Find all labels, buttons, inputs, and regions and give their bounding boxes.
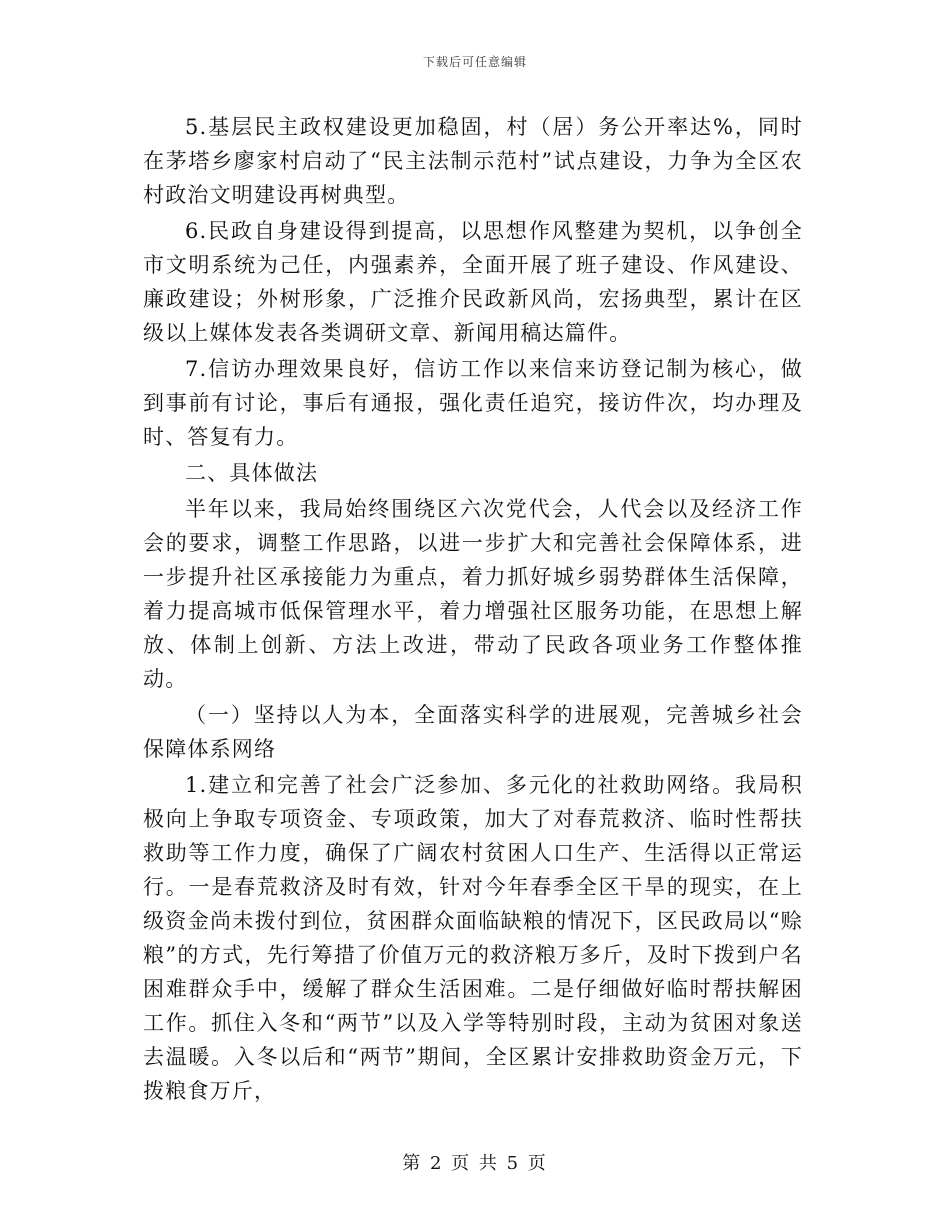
paragraph-item-1: 1.建立和完善了社会广泛参加、多元化的社救助网络。我局积极向上争取专项资金、专项政策，加大了对春荒救济、临时性帮扶救助等工作力度，确保了广阔农村贫困人口生产、生活得以正常运行。一是春荒救济及时有效，针对今年春季全区干旱的现实，在上级资金尚未拨付到位，贫困群众面临缺粮的情况下，区民政局以“赊粮”的方式，先行筹措了价值万元的救济粮万多斤，及时下拨到户名困难群众手中，缓解了群众生活困难。二是仔细做好临时帮扶解困工作。抓住入冬和“两节”以及入学等特别时段，主动为贫困对象送去温暖。入冬以后和“两节”期间，全区累计安排救助资金万元，下拨粮食万斤，: [143, 773, 803, 1103]
paragraph-intro: 半年以来，我局始终围绕区六次党代会，人代会以及经济工作会的要求，调整工作思路，以进一步扩大和完善社会保障体系，进一步提升社区承接能力为重点，着力抓好城乡弱势群体生活保障，着力提高城市低保管理水平，着力增强社区服务功能，在思想上解放、体制上创新、方法上改进，带动了民政各项业务工作整体推动。: [143, 497, 803, 691]
subsection-heading: （一）坚持以人为本，全面落实科学的进展观，完善城乡社会保障体系网络: [143, 703, 803, 761]
paragraph-item-7: 7.信访办理效果良好，信访工作以来信来访登记制为核心，做到事前有讨论，事后有通报，强化责任追究，接访件次，均办理及时、答复有力。: [143, 357, 803, 449]
document-body: [143, 110, 803, 1110]
section-heading: 二、具体做法: [185, 461, 319, 485]
page-header: 下载后可任意编辑: [422, 55, 527, 69]
page-footer: 第 2 页 共 5 页: [402, 1153, 548, 1174]
paragraph-item-5: 5.基层民主政权建设更加稳固，村（居）务公开率达%，同时在茅塔乡廖家村启动了“民主法制示范村”试点建设，力争为全区农村政治文明建设再树典型。: [143, 115, 803, 207]
paragraph-item-6: 6.民政自身建设得到提高，以思想作风整建为契机，以争创全市文明系统为己任，内强素养，全面开展了班子建设、作风建设、廉政建设；外树形象，广泛推介民政新风尚，宏扬典型，累计在区级以上媒体发表各类调研文章、新闻用稿达篇件。: [143, 219, 803, 345]
